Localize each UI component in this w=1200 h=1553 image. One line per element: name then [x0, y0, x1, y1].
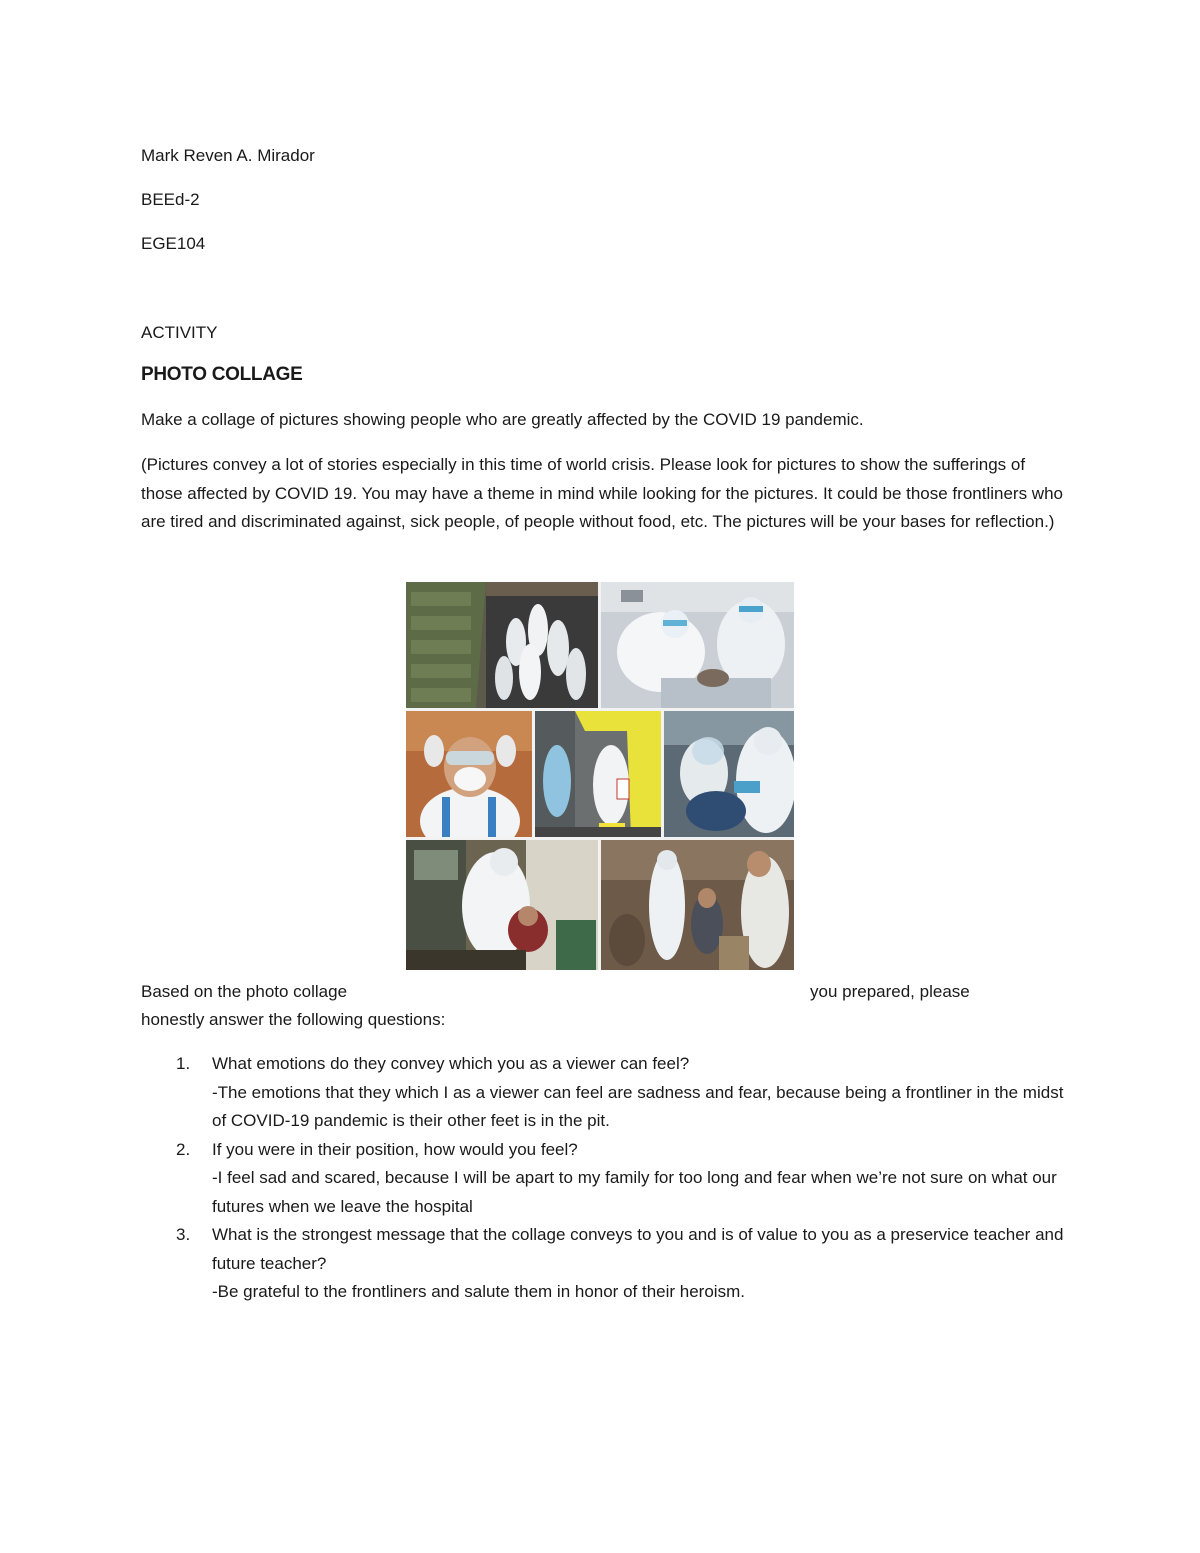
course-code: EGE104 — [141, 234, 206, 253]
collage-photo-team-walking — [406, 582, 598, 708]
photo-collage — [406, 582, 794, 970]
question-text: If you were in their position, how would you feel? — [212, 1139, 578, 1159]
answer-text: -I feel sad and scared, because I will be apart to my family for too long and fear when we’re not sure on what our futures when we leave the hospital — [212, 1168, 1057, 1216]
student-name: Mark Reven A. Mirador — [141, 146, 315, 165]
list-item — [141, 1136, 1071, 1222]
collage-photo-decon-tent — [535, 711, 661, 837]
question-text: What emotions do they convey which you as a viewer can feel? — [212, 1054, 690, 1073]
question-number: 3. — [176, 1225, 191, 1244]
instruction-text: Make a collage of pictures showing people who are greatly affected by the COVID 19 pandemic. — [141, 410, 864, 429]
list-item — [141, 1221, 1071, 1307]
collage-photo-face-shield — [664, 711, 794, 837]
answer-text: -The emotions that they which I as a viewer can feel are sadness and fear, because being a frontliner in the midst of COVID-19 pandemic is their other feet is in the pit. — [212, 1082, 1064, 1130]
activity-label: ACTIVITY — [141, 323, 218, 342]
prompt-part-3: honestly answer the following questions: — [141, 1010, 446, 1029]
collage-photo-swab-test — [406, 840, 598, 970]
instruction-detail: (Pictures convey a lot of stories especially in this time of world crisis. Please look for pictures to show the sufferings of those affected by COVID 19. You may have a theme in mind while looking for the pictures. It could be those frontliners who are tired and discriminated against, sick people, of people without food, etc. The pictures will be your bases for reflection.) — [141, 455, 1063, 531]
question-number: 1. — [176, 1054, 191, 1073]
prompt-part-1: Based on the photo collage — [141, 982, 348, 1001]
page-title: PHOTO COLLAGE — [141, 364, 303, 385]
collage-photo-community-test — [601, 840, 794, 970]
student-section: BEEd-2 — [141, 190, 200, 209]
collage-photo-goggles — [406, 711, 532, 837]
question-list — [141, 1050, 1071, 1307]
collage-photo-icu-care — [601, 582, 794, 708]
question-number: 2. — [176, 1139, 191, 1159]
question-text: What is the strongest message that the collage conveys to you and is of value to you as a preservice teacher and future teacher? — [212, 1225, 1064, 1273]
list-item — [141, 1050, 1071, 1136]
prompt-part-2: you prepared, please — [810, 982, 970, 1001]
answer-text: -Be grateful to the frontliners and salute them in honor of their heroism. — [212, 1282, 745, 1301]
